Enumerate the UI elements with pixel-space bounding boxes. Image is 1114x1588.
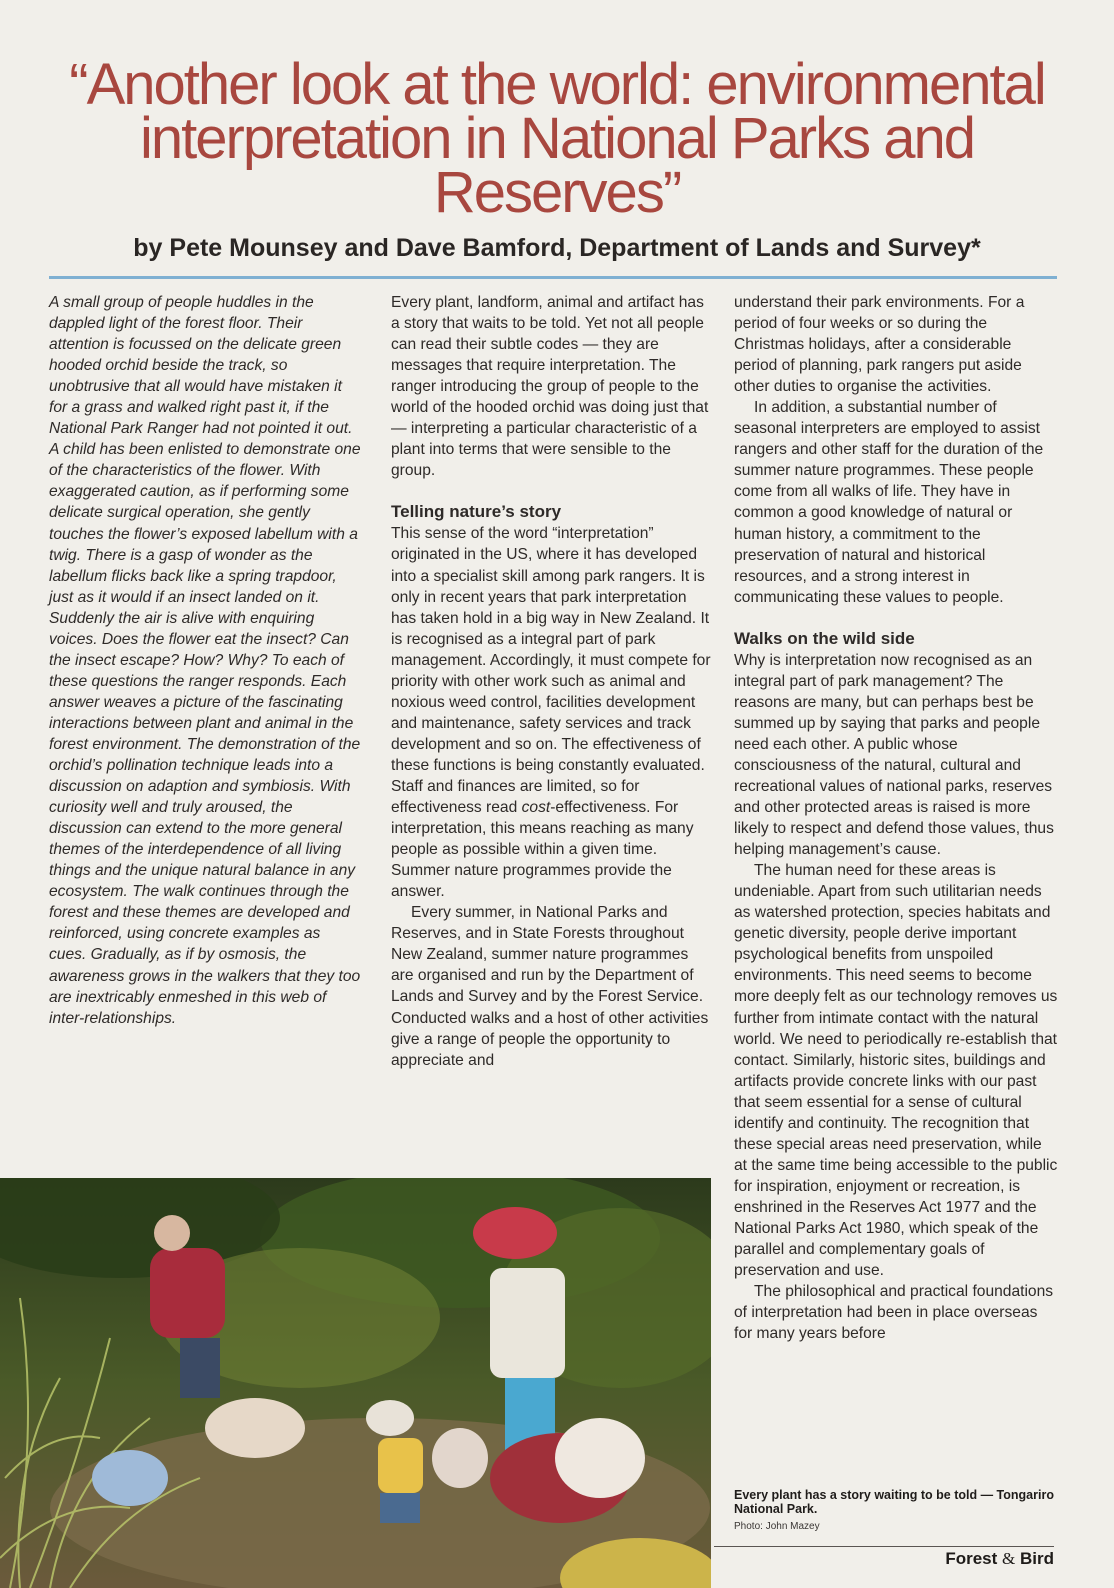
article-byline: by Pete Mounsey and Dave Bamford, Department of Lands and Survey* bbox=[133, 234, 981, 262]
body-paragraph: Every plant, landform, animal and artifact has a story that waits to be told. Yet not all people can read their subtle codes — they are messages that require interpretation. The ranger introducing the group of people to the world of the hooded orchid was doing just that — interpreting a particular characteristic of a plant into terms that were sensible to the group. bbox=[391, 294, 709, 480]
subheading-walks-on-the-wild-side: Walks on the wild side bbox=[734, 628, 915, 648]
photo-caption: Every plant has a story waiting to be told — Tongariro National Park. bbox=[734, 1488, 1054, 1516]
column-3 bbox=[734, 292, 1059, 1344]
body-paragraph: This sense of the word “interpretation” originated in the US, where it has developed into a specialist skill among park rangers. It is only in recent years that park interpretation has taken hold in a big way in New Zealand. It is recognised as a integral part of park management. Accordingly, it must compete for priority with other work such as animal and noxious weed control, facilities development and maintenance, safety services and track development and so on. The effectiveness of these functions is being constantly evaluated. Staff and finances are limited, so for effectiveness read cost-effectiveness. For interpretation, this means reaching as many people as possible within a given time. Summer nature programmes provide the answer. bbox=[391, 525, 711, 901]
forest-group-photo bbox=[0, 1178, 711, 1588]
body-paragraph: Why is interpretation now recognised as an integral part of park management? The reasons are many, but can perhaps best be summed up by saying that parks and people need each other. A public whose consciousness of the natural, cultural and recreational values of national parks, reserves and other protected areas is raised is more likely to respect and defend those values, thus helping management’s cause. bbox=[734, 651, 1054, 859]
magazine-name: Forest & Bird bbox=[945, 1549, 1054, 1568]
body-paragraph: understand their park environments. For a period of four weeks or so during the Christmas holidays, after a considerable period of planning, park rangers put aside other duties to organise the activities. bbox=[734, 294, 1025, 396]
body-paragraph: In addition, a substantial number of seasonal interpreters are employed to assist rangers and other staff for the duration of the summer nature programmes. These people come from all walks of life. They have in common a good knowledge of natural or human history, a commitment to the preservation of natural and historical resources, and a strong interest in communicating these values to people. bbox=[734, 399, 1044, 606]
subheading-telling-natures-story: Telling nature’s story bbox=[391, 502, 562, 522]
column-1 bbox=[49, 292, 361, 1029]
column-2 bbox=[391, 292, 713, 1071]
intro-paragraph: A small group of people huddles in the dappled light of the forest floor. Their attention is focussed on the delicate green hooded orchid beside the track, so unobtrusive that all would have mistaken it for a grass and walked right past it, if the National Park Ranger had not pointed it out. A child has been enlisted to demonstrate one of the characteristics of the flower. With exaggerated caution, as if performing some delicate surgical operation, she gently touches the flower’s exposed labellum with a twig. There is a gasp of wonder as the labellum flicks back like a spring trapdoor, just as it would if an insect landed on it. Suddenly the air is alive with enquiring voices. Does the flower eat the insect? Can the insect escape? How? Why? To each of these questions the ranger responds. Each answer weaves a picture of the fascinating interactions between plant and animal in the forest environment. The demonstration of the orchid’s pollination technique leads into a discussion on adaption and symbiosis. With curiosity well and truly aroused, the discussion can extend to the more general themes of the interdependence of all living things and the unique natural balance in any ecosystem. The walk continues through the forest and these themes are developed and reinforced, using concrete examples as cues. Gradually, as if by osmosis, the awareness grows in the walkers that they too are inextricably enmeshed in this web of inter-relationships. bbox=[49, 294, 361, 1027]
photo-credit: Photo: John Mazey bbox=[734, 1521, 820, 1532]
title-divider bbox=[49, 276, 1057, 279]
body-paragraph: The human need for these areas is undeniable. Apart from such utilitarian needs as watershed protection, species habitats and genetic diversity, people derive important psychological benefits from unspoiled environments. This need seems to become more deeply felt as our technology removes us further from intimate contact with the natural world. We need to periodically re-establish that contact. Similarly, historic sites, buildings and artifacts provide concrete links with our past that seem essential for a sense of cultural identify and continuity. The recognition that these special areas need preservation, while at the same time being accessible to the public for inspiration, enjoyment or recreation, is enshrined in the Reserves Act 1977 and the National Parks Act 1980, which speak of the parallel and complementary goals of preservation and use. bbox=[734, 862, 1058, 1280]
article-title: “Another look at the world: environmental interpretation in National Parks and Reserves” bbox=[69, 52, 1045, 225]
body-paragraph: Every summer, in National Parks and Reserves, and in State Forests throughout New Zealand, summer nature programmes are organised and run by the Department of Lands and Survey and by the Forest Service. Conducted walks and a host of other activities give a range of people the opportunity to appreciate and bbox=[391, 904, 709, 1069]
body-paragraph: The philosophical and practical foundations of interpretation had been in place overseas for many years before bbox=[734, 1283, 1054, 1343]
footer-divider bbox=[714, 1546, 1054, 1547]
